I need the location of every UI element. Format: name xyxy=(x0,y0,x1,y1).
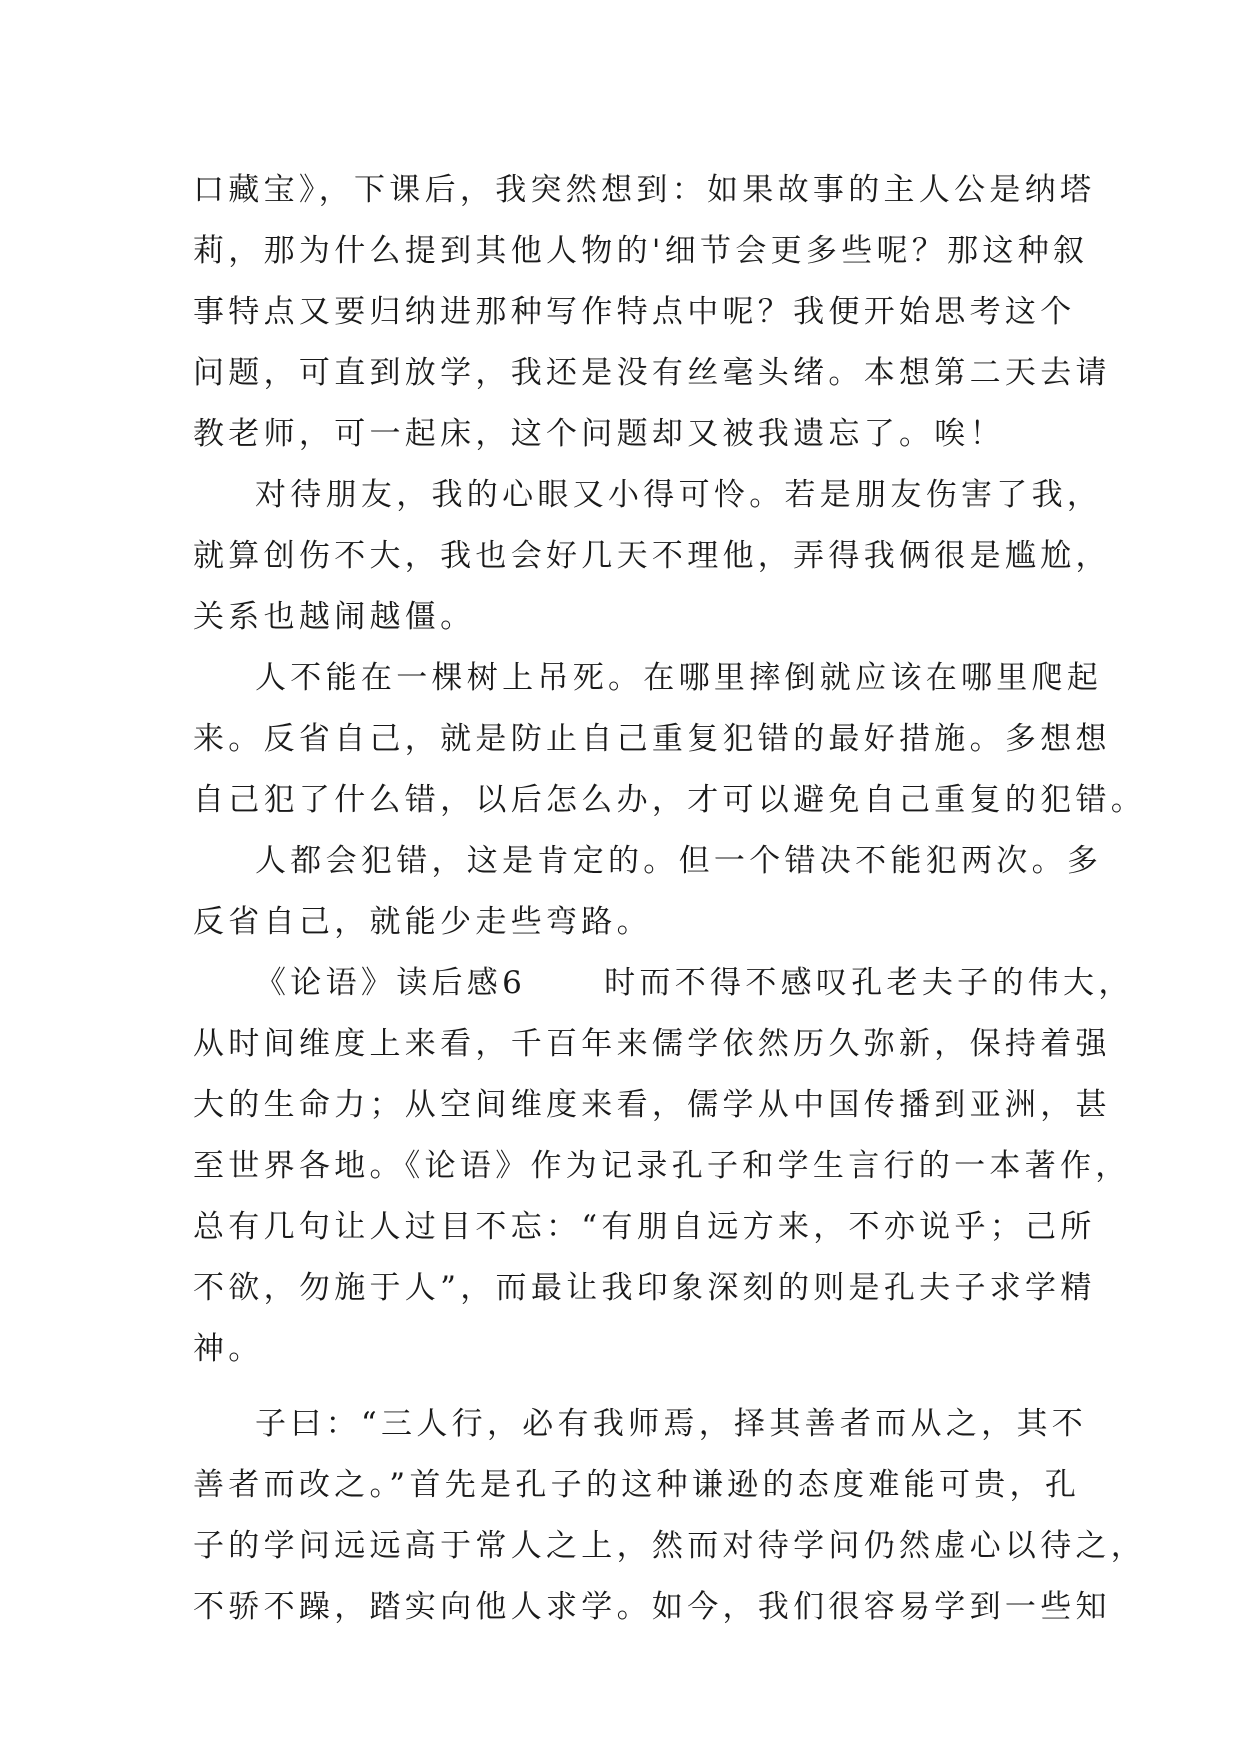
paragraph xyxy=(193,1394,1147,1638)
text-line: 教老师，可一起床，这个问题却又被我遗忘了。唉！ xyxy=(193,416,1005,452)
heading-tail-text: 时而不得不感叹孔老夫子的伟大， xyxy=(604,965,1134,1001)
text-line: 总有几句让人过目不忘：“有朋自远方来，不亦说乎；己所 xyxy=(193,1209,1096,1245)
paragraph xyxy=(193,160,1111,465)
text-line: 就算创伤不大，我也会好几天不理他，弄得我俩很是尴尬， xyxy=(193,538,1111,574)
text-line: 子的学问远远高于常人之上，然而对待学问仍然虚心以待之， xyxy=(193,1528,1147,1564)
text-line: 善者而改之。”首先是孔子的这种谦逊的态度难能可贵，孔 xyxy=(193,1467,1081,1503)
text-line: 反省自己，就能少走些弯路。 xyxy=(193,904,652,940)
section-heading: 《论语》读后感6 xyxy=(255,965,527,1001)
text-line: 人都会犯错，这是肯定的。但一个错决不能犯两次。多 xyxy=(255,843,1103,879)
text-line: 从时间维度上来看，千百年来儒学依然历久弥新，保持着强 xyxy=(193,1026,1111,1062)
text-line: 不骄不躁，踏实向他人求学。如今，我们很容易学到一些知 xyxy=(193,1589,1111,1625)
text-line: 问题，可直到放学，我还是没有丝毫头绪。本想第二天去请 xyxy=(193,355,1111,391)
paragraph xyxy=(193,953,1134,1380)
section-heading-line xyxy=(193,953,1134,1014)
text-line: 口藏宝》，下课后，我突然想到：如果故事的主人公是纳塔 xyxy=(193,172,1096,208)
text-line: 来。反省自己，就是防止自己重复犯错的最好措施。多想想 xyxy=(193,721,1111,757)
text-line: 事特点又要归纳进那种写作特点中呢？我便开始思考这个 xyxy=(193,294,1076,330)
text-line: 莉，那为什么提到其他人物的'细节会更多些呢？那这种叙 xyxy=(193,233,1089,269)
text-line: 大的生命力；从空间维度来看，儒学从中国传播到亚洲，甚 xyxy=(193,1087,1111,1123)
text-line: 子曰：“三人行，必有我师焉，择其善者而从之，其不 xyxy=(255,1406,1088,1442)
document-body xyxy=(193,160,1147,1638)
text-line: 人不能在一棵树上吊死。在哪里摔倒就应该在哪里爬起 xyxy=(255,660,1103,696)
text-line: 神。 xyxy=(193,1331,264,1367)
paragraph xyxy=(193,465,1111,648)
paragraph xyxy=(193,648,1147,831)
text-line: 不欲，勿施于人”，而最让我印象深刻的则是孔夫子求学精 xyxy=(193,1270,1096,1306)
text-line: 自己犯了什么错，以后怎么办，才可以避免自己重复的犯错。 xyxy=(193,782,1147,818)
text-line: 关系也越闹越僵。 xyxy=(193,599,476,635)
text-line: 对待朋友，我的心眼又小得可怜。若是朋友伤害了我， xyxy=(255,477,1103,513)
text-line: 至世界各地。《论语》作为记录孔子和学生言行的一本著作， xyxy=(193,1148,1131,1184)
paragraph xyxy=(193,831,1103,953)
